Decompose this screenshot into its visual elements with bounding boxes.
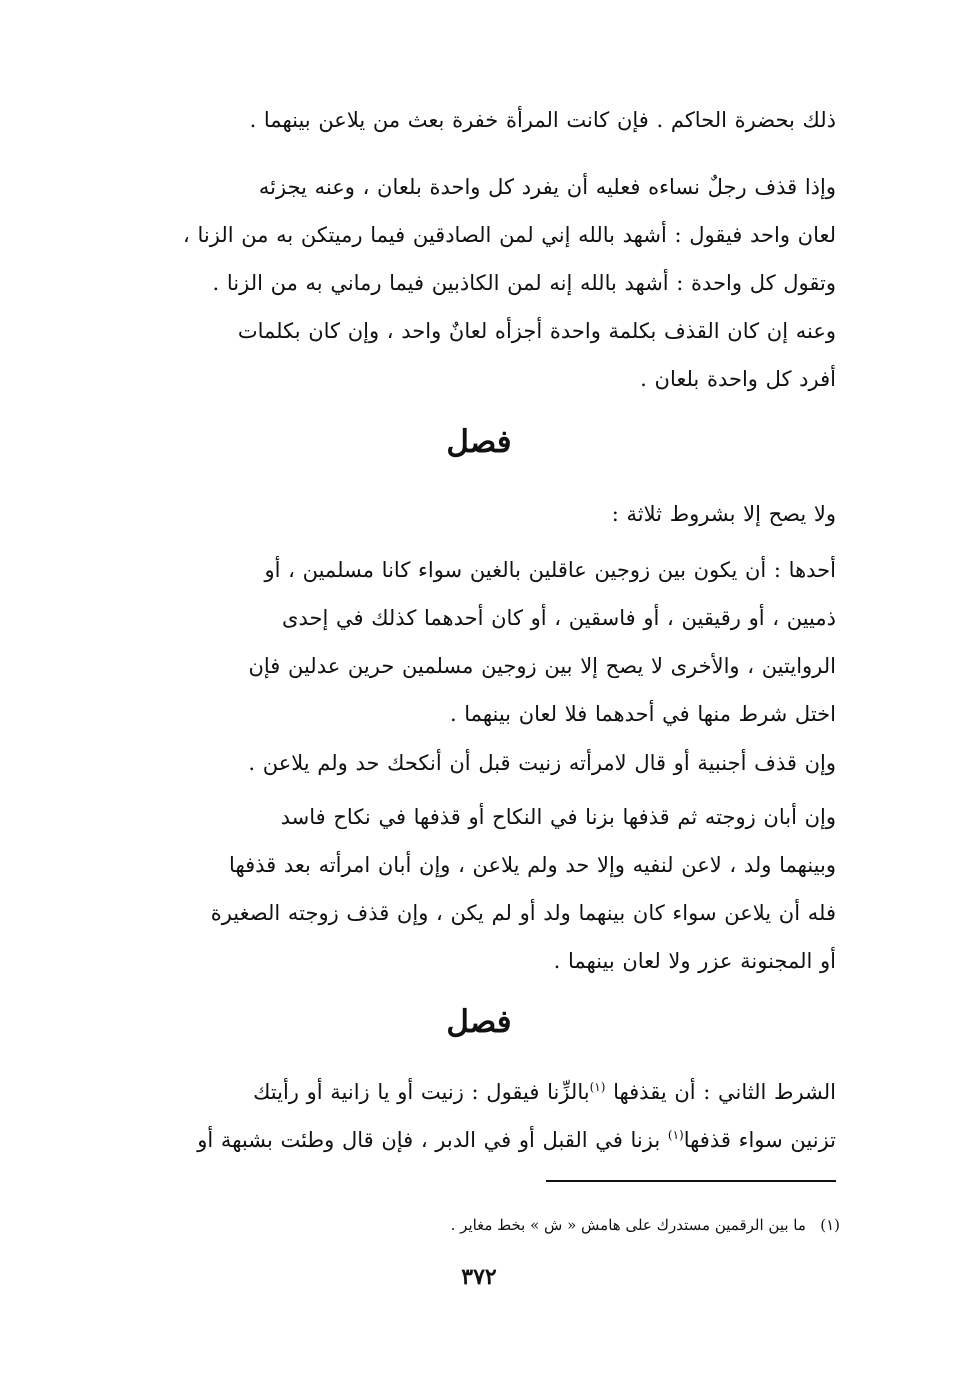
section-heading: فصل — [446, 424, 512, 460]
text-line: الروايتين ، والأخرى لا يصح إلا بين زوجين مسلمين حرين عدلين فإن — [248, 654, 836, 678]
text-line: لعان واحد فيقول : أشهد بالله إني لمن الصادقين فيما رميتكن به من الزنا ، — [183, 223, 836, 247]
footnote — [120, 1216, 840, 1234]
footnote-text: ما بين الرقمين مستدرك على هامش « ش » بخط مغاير . — [450, 1216, 806, 1234]
page-number: ٣٧٢ — [461, 1264, 497, 1290]
text-line: اختل شرط منها في أحدهما فلا لعان بينهما . — [449, 702, 836, 726]
section-heading: فصل — [446, 1004, 512, 1040]
text-line: وعنه إن كان القذف بكلمة واحدة أجزأه لعانٌ واحد ، وإن كان بكلمات — [237, 319, 836, 343]
text-line: وبينهما ولد ، لاعن لنفيه وإلا حد ولم يلاعن ، وإن أبان امرأته بعد قذفها — [229, 853, 836, 877]
text-segment: بزنا في القبل أو في الدبر ، فإن قال وطئت بشبهة أو — [197, 1128, 668, 1152]
paragraph-divorced-wife — [120, 793, 836, 985]
text-line: ولا يصح إلا بشروط ثلاثة : — [611, 502, 836, 526]
footnote-reference[interactable]: (١) — [667, 1128, 684, 1142]
footnote-reference[interactable]: (١) — [589, 1080, 606, 1094]
text-line: وإذا قذف رجلٌ نساءه فعليه أن يفرد كل واحدة بلعان ، وعنه يجزئه — [258, 175, 836, 199]
text-segment: الشرط الثاني : أن يقذفها — [605, 1080, 836, 1104]
text-line — [120, 1116, 836, 1164]
text-line: وإن قذف أجنبية أو قال لامرأته زنيت قبل أن أنكحك حد ولم يلاعن . — [248, 751, 836, 775]
text-line: أفرد كل واحدة بلعان . — [640, 367, 836, 391]
paragraph-multiple-wives — [120, 163, 836, 403]
paragraph-second-condition — [120, 1068, 836, 1164]
text-line: وتقول كل واحدة : أشهد بالله إنه لمن الكاذبين فيما رماني به من الزنا . — [212, 271, 836, 295]
paragraph-conditions-intro — [120, 490, 836, 538]
text-line: فله أن يلاعن سواء كان بينهما ولد أو لم يكن ، وإن قذف زوجته الصغيرة — [210, 901, 836, 925]
text-line: ذلك بحضرة الحاكم . فإن كانت المرأة خفرة بعث من يلاعن بينهما . — [249, 108, 836, 132]
footnote-divider — [546, 1180, 836, 1182]
text-line: أو المجنونة عزر ولا لعان بينهما . — [553, 949, 836, 973]
text-line: ذميين ، أو رقيقين ، أو فاسقين ، أو كان أحدهما كذلك في إحدى — [282, 606, 836, 630]
paragraph-continuation — [120, 96, 836, 144]
footnote-marker: (١) — [820, 1216, 840, 1234]
text-line — [120, 1068, 836, 1116]
text-line: وإن أبان زوجته ثم قذفها بزنا في النكاح أو قذفها في نكاح فاسد — [280, 805, 836, 829]
text-segment: بالزِّنا فيقول : زنيت أو يا زانية أو رأيتك — [253, 1080, 590, 1104]
text-segment: تزنين سواء قذفها — [683, 1128, 836, 1152]
paragraph-foreign-woman — [120, 739, 836, 787]
paragraph-first-condition — [120, 546, 836, 738]
text-line: أحدها : أن يكون بين زوجين عاقلين بالغين سواء كانا مسلمين ، أو — [264, 558, 836, 582]
